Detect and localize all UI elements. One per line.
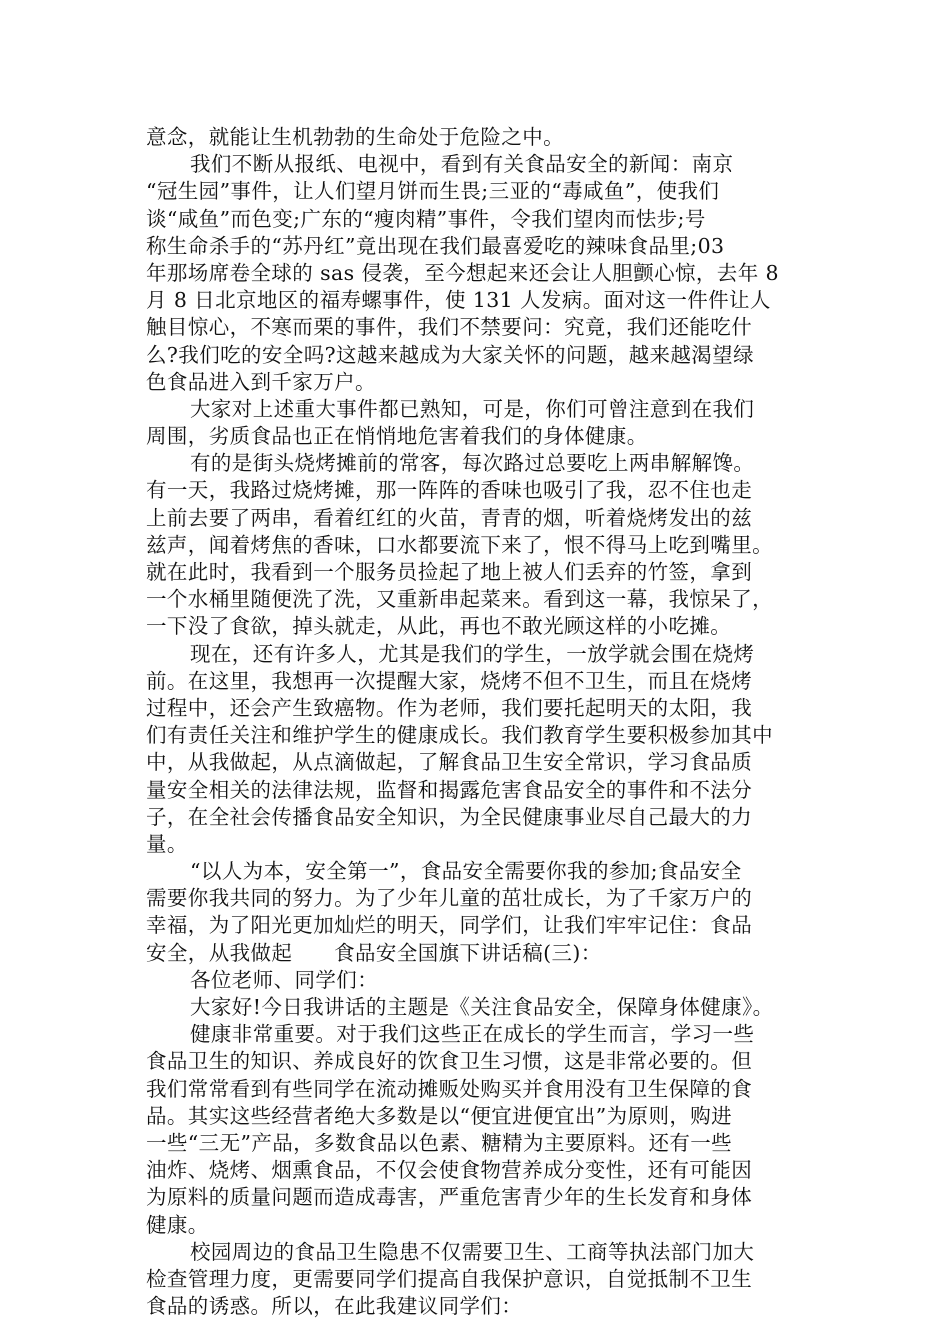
text-line: 月 8 日北京地区的福寿螺事件，使 131 人发病。面对这一件件让人 xyxy=(146,288,771,313)
text-line: 量。 xyxy=(146,831,188,856)
text-line: 现在，还有许多人，尤其是我们的学生，一放学就会围在烧烤 xyxy=(190,641,755,666)
text-line: 色食品进入到千家万户。 xyxy=(146,369,376,394)
text-line: 量安全相关的法律法规，监督和揭露危害食品安全的事件和不法分 xyxy=(146,777,753,802)
text-line: “冠生园”事件，让人们望月饼而生畏;三亚的“毒咸鱼”，使我们 xyxy=(146,179,720,204)
text-line: 各位老师、同学们： xyxy=(190,967,379,992)
text-line: 健康。 xyxy=(146,1212,209,1237)
text-line: 一下没了食欲，掉头就走，从此，再也不敢光顾这样的小吃摊。 xyxy=(146,614,732,639)
text-line: 意念，就能让生机勃勃的生命处于危险之中。 xyxy=(146,125,564,149)
text-line: 有的是街头烧烤摊前的常客，每次路过总要吃上两串解解馋。 xyxy=(190,451,755,476)
text-line: 需要你我共同的努力。为了少年儿童的茁壮成长，为了千家万户的 xyxy=(146,886,753,911)
text-line: 们有责任关注和维护学生的健康成长。我们教育学生要积极参加其中 xyxy=(146,723,773,748)
text-line: 就在此时，我看到一个服务员捡起了地上被人们丢弃的竹签，拿到 xyxy=(146,560,753,584)
text-line: 检查管理力度，更需要同学们提高自我保护意识，自觉抵制不卫生 xyxy=(146,1266,753,1291)
text-line: 安全，从我做起 食品安全国旗下讲话稿(三)： xyxy=(146,940,602,965)
text-line: 称生命杀手的“苏丹红”竟出现在我们最喜爱吃的辣味食品里;03 xyxy=(146,233,725,258)
text-line: 食品的诱惑。所以，在此我建议同学们： xyxy=(146,1294,523,1319)
text-line: 校园周边的食品卫生隐患不仅需要卫生、工商等执法部门加大 xyxy=(190,1239,755,1264)
text-line: 食品卫生的知识、养成良好的饮食卫生习惯，这是非常必要的。但 xyxy=(146,1049,753,1074)
text-line: 有一天，我路过烧烤摊，那一阵阵的香味也吸引了我，忍不住也走 xyxy=(146,478,753,503)
text-line: 兹声，闻着烤焦的香味，口水都要流下来了，恨不得马上吃到嘴里。 xyxy=(146,532,773,557)
text-line: 品。其实这些经营者绝大多数是以“便宜进便宜出”为原则，购进 xyxy=(146,1103,733,1128)
text-line: 大家对上述重大事件都已熟知，可是，你们可曾注意到在我们 xyxy=(190,396,755,421)
document-body xyxy=(146,124,806,1320)
text-line: 一个水桶里随便洗了洗，又重新串起菜来。看到这一幕，我惊呆了， xyxy=(146,587,773,612)
text-line: 我们不断从报纸、电视中，看到有关食品安全的新闻：南京 xyxy=(190,152,734,177)
text-line: 前。在这里，我想再一次提醒大家，烧烤不但不卫生，而且在烧烤 xyxy=(146,668,753,693)
text-line: 健康非常重要。对于我们这些正在成长的学生而言，学习一些 xyxy=(190,1022,755,1047)
text-line: 么?我们吃的安全吗?这越来越成为大家关怀的问题，越来越渴望绿 xyxy=(146,342,754,367)
text-line: 触目惊心，不寒而栗的事件，我们不禁要问：究竟，我们还能吃什 xyxy=(146,315,753,340)
text-line: 一些“三无”产品，多数食品以色素、糖精为主要原料。还有一些 xyxy=(146,1130,733,1155)
text-line: 幸福，为了阳光更加灿烂的明天，同学们，让我们牢牢记住：食品 xyxy=(146,913,753,938)
text-line: 为原料的质量问题而造成毒害，严重危害青少年的生长发育和身体 xyxy=(146,1185,753,1210)
text-line: 大家好!今日我讲话的主题是《关注食品安全，保障身体健康》。 xyxy=(190,995,774,1019)
text-line: 我们常常看到有些同学在流动摊贩处购买并食用没有卫生保障的食 xyxy=(146,1076,753,1101)
text-line: “以人为本，安全第一”，食品安全需要你我的参加;食品安全 xyxy=(190,859,742,884)
text-line: 子，在全社会传播食品安全知识，为全民健康事业尽自己最大的力 xyxy=(146,804,753,829)
text-line: 油炸、烧烤、烟熏食品，不仅会使食物营养成分变性，还有可能因 xyxy=(146,1158,753,1183)
text-line: 中，从我做起，从点滴做起，了解食品卫生安全常识，学习食品质 xyxy=(146,750,753,775)
text-line: 年那场席卷全球的 sas 侵袭，至今想起来还会让人胆颤心惊，去年 8 xyxy=(146,260,779,285)
text-line: 谈“咸鱼”而色变;广东的“瘦肉精”事件，令我们望肉而怯步;号 xyxy=(146,206,706,231)
text-line: 过程中，还会产生致癌物。作为老师，我们要托起明天的太阳，我 xyxy=(146,695,753,720)
text-line: 上前去要了两串，看着红红的火苗，青青的烟，听着烧烤发出的兹 xyxy=(146,505,753,530)
text-line: 周围，劣质食品也正在悄悄地危害着我们的身体健康。 xyxy=(146,424,648,449)
